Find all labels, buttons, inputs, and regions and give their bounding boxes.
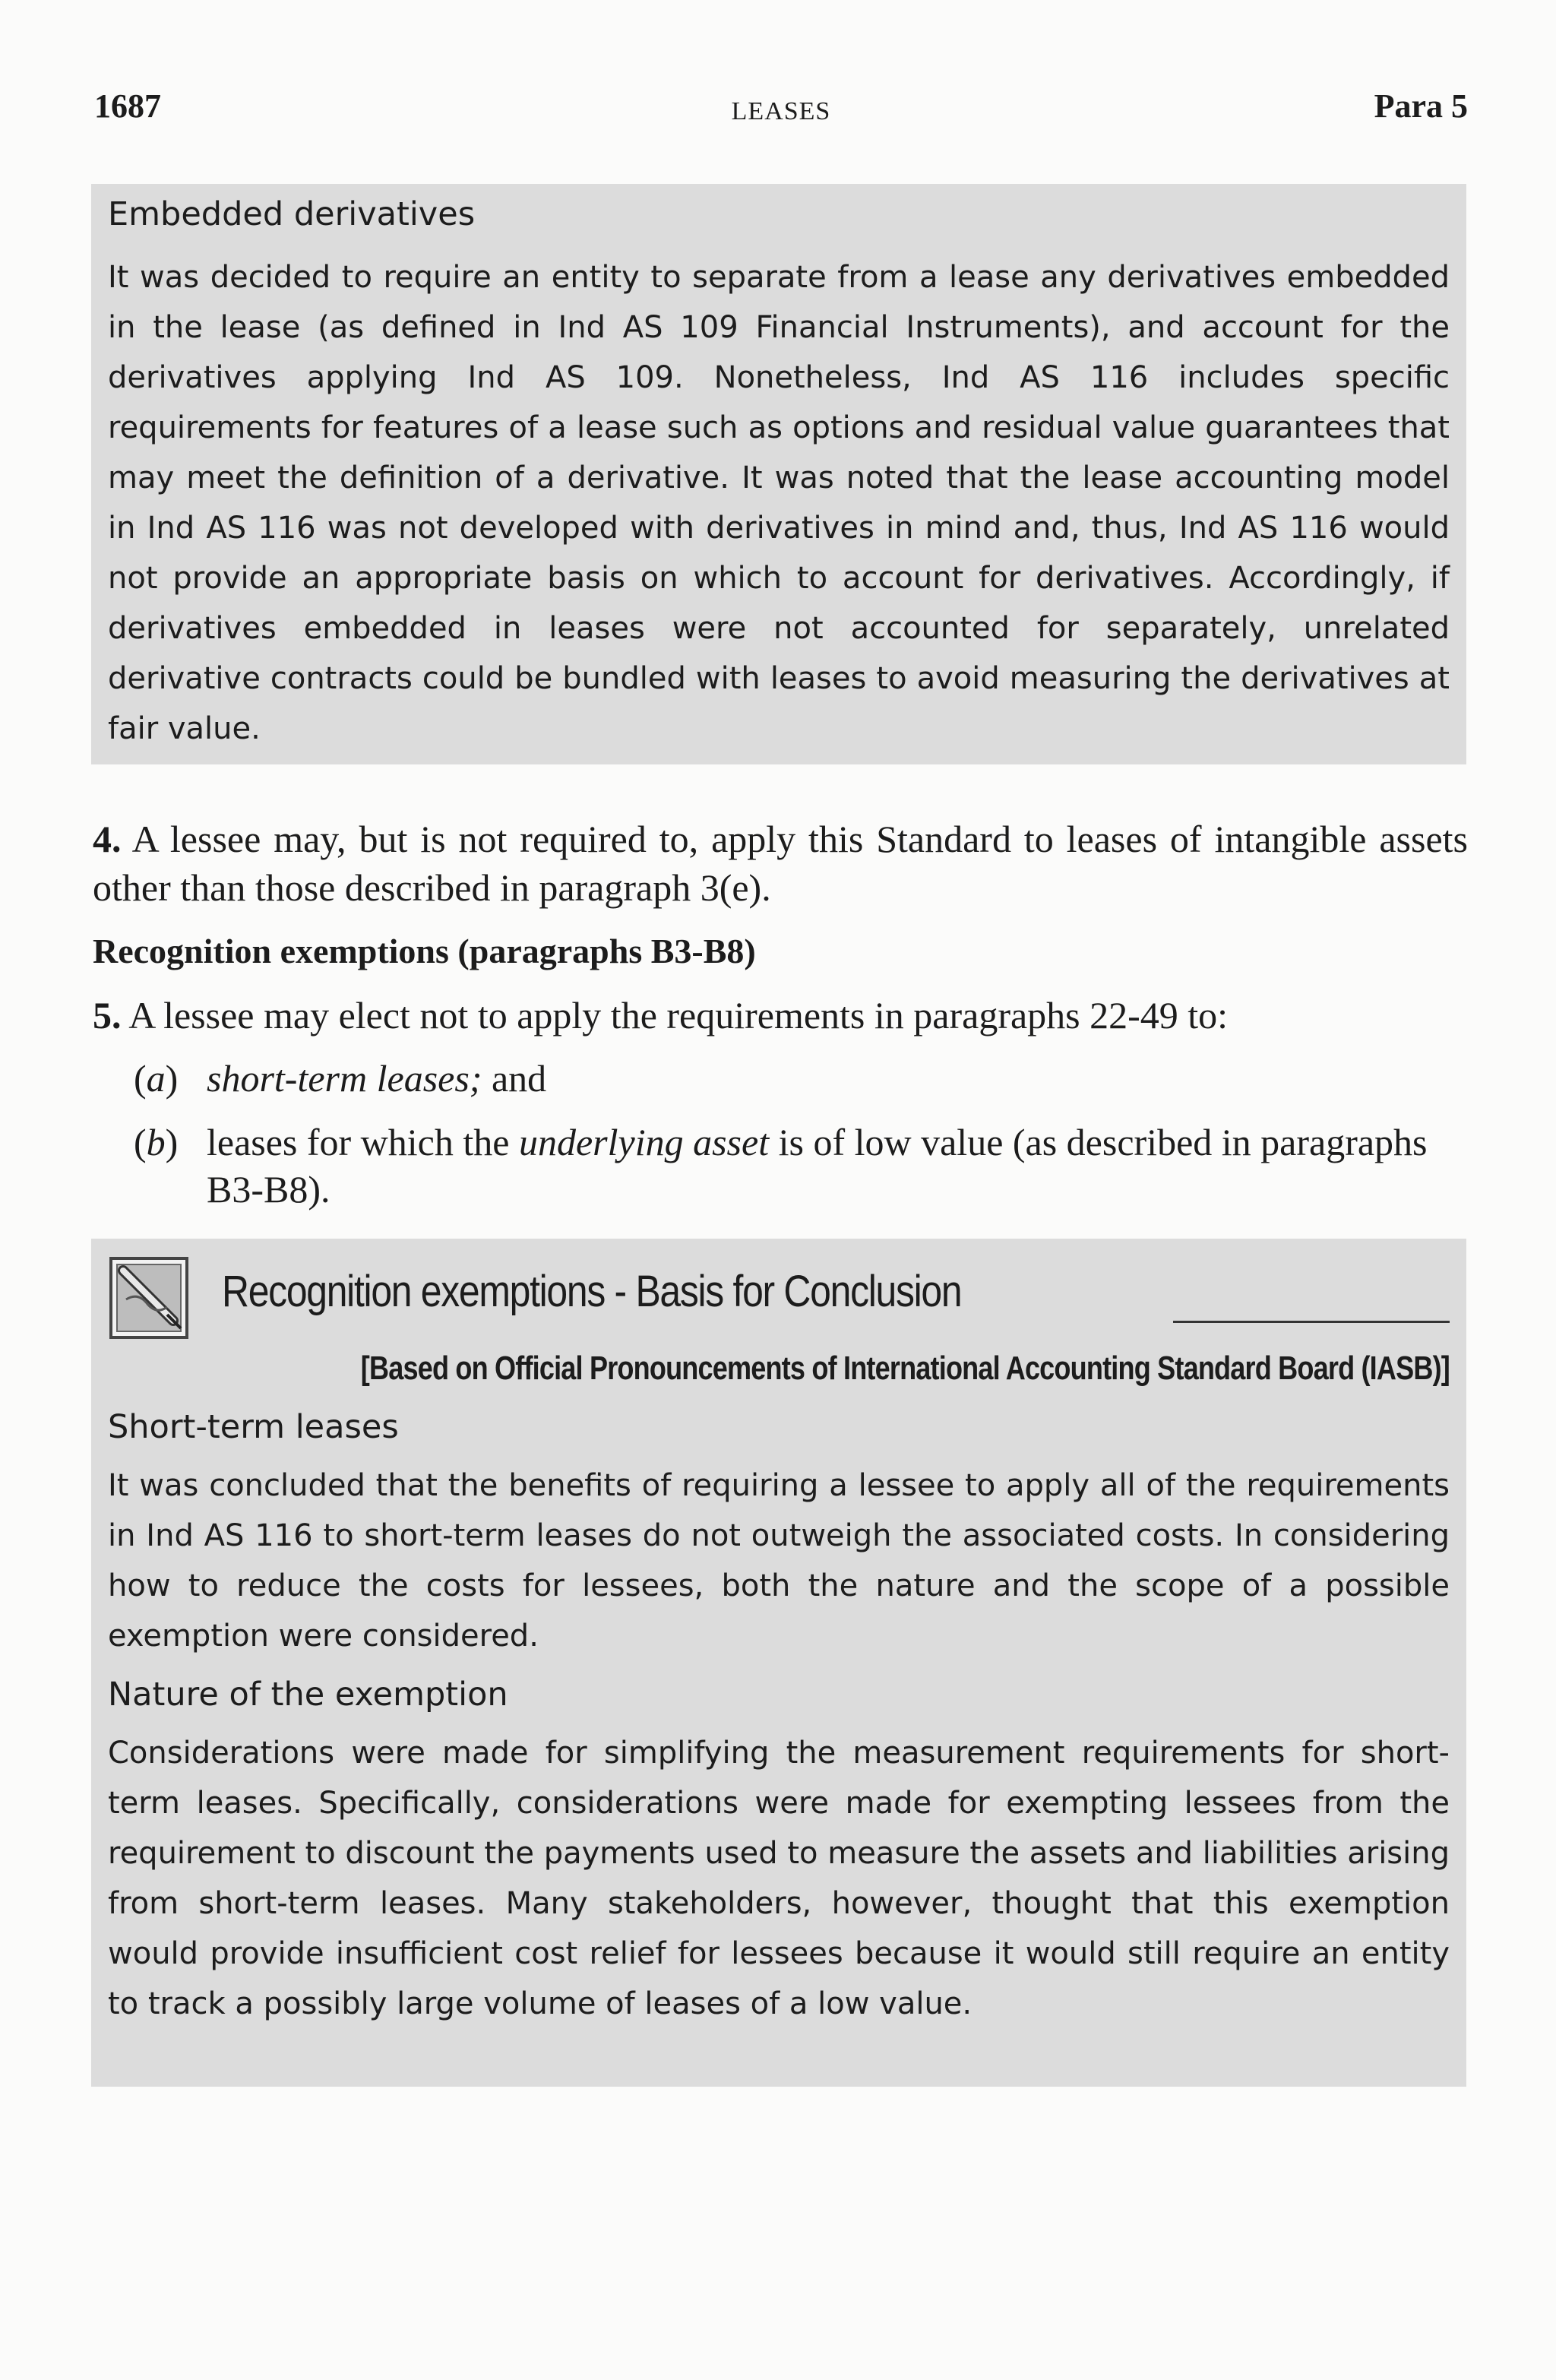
title-rule [1173,1321,1450,1323]
page-number: 1687 [94,87,161,125]
list-item [93,1119,1468,1213]
subsection-heading: Nature of the exemption [108,1676,508,1714]
exemption-list [93,1055,1468,1230]
paragraph-text: A lessee may elect not to apply the requirements in paragraphs 22-49 to: [128,994,1229,1037]
defined-term: short-term leases; [207,1057,482,1100]
box-paragraph: It was decided to require an entity to separate from a lease any derivatives embedded in the lease (as defined in Ind AS 109 Financial Instruments), and account for the derivatives applying Ind AS 109. Nonetheless, Ind AS 116 includes specific requirements for features of a lease such as options and residual value guarantees that may meet the definition of a derivative. It was noted that the lease accounting model in Ind AS 116 was not developed with derivatives in mind and, thus, Ind AS 116 would not provide an appropriate basis on which to account for derivatives. Accordingly, if derivatives embedded in leases were not accounted for separately, unrelated derivative contracts could be bundled with leases to avoid measuring the derivatives at fair value. [108,260,1450,746]
box-heading: Embedded derivatives [108,195,476,233]
paragraph-5 [93,991,1468,1040]
paragraph-number: 4. [93,818,122,860]
list-item-label: (b) [134,1121,179,1163]
paragraph-number: 5. [93,994,122,1037]
subsection-paragraph: It was concluded that the benefits of requiring a lessee to apply all of the requirements in Ind AS 116 to short-term leases do not outweigh the associated costs. In considering how to reduce the costs for lessees, both the nature and the scope of a possible exemption were considered. [108,1468,1450,1654]
list-item-label: (a) [134,1057,179,1100]
list-item-text: is of low value (as described in paragraphs B3-B8). [207,1121,1428,1211]
defined-term: underlying asset [518,1121,770,1163]
box-subtitle: [Based on Official Pronouncements of International Accounting Standard Board (IASB)] [360,1350,1450,1387]
box-title: Recognition exemptions - Basis for Conclusion [222,1267,962,1316]
list-item-text: and [482,1057,547,1100]
page-header [94,82,1468,135]
embedded-derivatives-box [91,184,1466,764]
box-title-row [108,1239,1450,1345]
basis-for-conclusion-box [91,1239,1466,2087]
para-reference: Para 5 [1374,87,1468,125]
subsection-paragraph: Considerations were made for simplifying the measurement requirements for short-term leases. Specifically, considerations were made for exempting lessees from the requirement to discount the payments used to measure the assets and liabilities arising from short-term leases. Many stakeholders, however, thought that this exemption would provide insufficient cost relief for lessees because it would still require an entity to track a possibly large volume of leases of a low value. [108,1736,1450,2021]
running-title: LEASES [731,97,831,125]
subsection-heading: Short-term leases [108,1408,399,1446]
list-item-text: leases for which the [207,1121,519,1163]
paragraph-text: A lessee may, but is not required to, apply this Standard to leases of intangible assets other than those described in paragraph 3(e). [93,818,1468,909]
pencil-notebook-icon [108,1254,193,1342]
section-heading: Recognition exemptions (paragraphs B3-B8) [93,932,756,970]
list-item [93,1055,1468,1102]
paragraph-4 [93,815,1468,912]
